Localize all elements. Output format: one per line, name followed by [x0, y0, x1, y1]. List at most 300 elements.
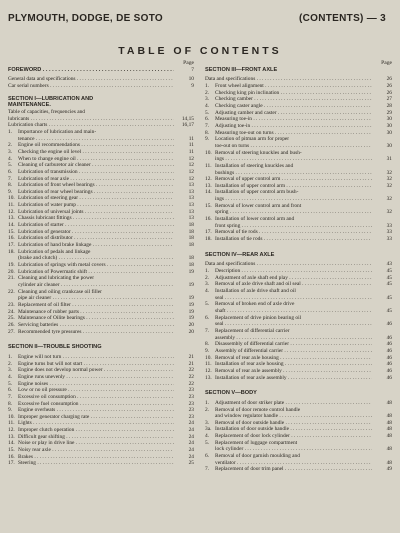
toc-entry [8, 156, 194, 163]
entry-page-number: 25 [188, 460, 194, 467]
toc-entry [205, 407, 392, 414]
toc-entry [205, 288, 392, 295]
toc-entry [205, 361, 392, 368]
left-column [8, 60, 194, 467]
toc-entry [205, 301, 392, 308]
entry-number: 7. [205, 327, 210, 334]
toc-entry-continued [205, 170, 392, 177]
entry-number: 9. [205, 136, 210, 143]
toc-entry [8, 149, 194, 156]
toc-entry-continued [205, 446, 392, 453]
entry-page-number: 45 [386, 274, 392, 281]
entry-title: Noisy rear axle . . . [18, 447, 174, 454]
toc-entry [205, 183, 392, 190]
entry-title: Excessive fuel consumption . . . [18, 401, 174, 408]
toc-entry [205, 341, 392, 348]
entry-page-number: 24 [188, 433, 194, 440]
toc-entry-continued [205, 413, 392, 420]
toc-entry [8, 367, 194, 374]
entry-title: Removal of rear axle housing . . . [215, 355, 372, 362]
entry-number: 3. [8, 148, 13, 155]
entry-page-number: 26 [386, 76, 392, 83]
toc-entry [8, 440, 194, 447]
entry-title: Removal of rear axle assembly . . . [215, 368, 372, 375]
entry-number: 2. [205, 274, 210, 281]
entry-page-number: 29 [386, 109, 392, 116]
entry-number: 2. [8, 142, 13, 149]
entry-title: Engine noises . . . [18, 381, 174, 388]
entry-number: 9. [8, 407, 13, 414]
entry-number: 14. [205, 189, 212, 196]
toc-entry [205, 440, 392, 447]
toc-entry [205, 229, 392, 236]
entry-page-number: 45 [386, 307, 392, 314]
entry-title: Disassembly of differential carrier . . . [215, 341, 372, 348]
entry-page-number: 32 [386, 196, 392, 203]
entry-page-number: 48 [386, 419, 392, 426]
entry-number: 8. [8, 400, 13, 407]
section-title: SECTION V—BODY [205, 390, 257, 397]
entry-title-continued: lubricants . . . [8, 116, 174, 123]
entry-number: 6. [205, 453, 210, 460]
entry-title: Assembly of differential carrier . . . [215, 348, 372, 355]
page-column-label: Page [381, 60, 392, 66]
toc-entry [8, 229, 194, 236]
toc-entry [8, 302, 194, 309]
entry-title-continued: and window regulator handle . . . [215, 413, 372, 420]
entry-number: 7. [8, 175, 13, 182]
entry-title: Data and specifications . . . [205, 261, 372, 268]
entry-page-number: 31 [386, 156, 392, 163]
toc-entry [205, 103, 392, 110]
entry-page-number: 12 [188, 162, 194, 169]
entry-title: Improper generator charging rate . . . [18, 414, 174, 421]
entry-title: Removal of door garnish moulding and [215, 453, 300, 460]
section-title: SECTION IV—REAR AXLE [205, 251, 275, 258]
entry-title: Lights . . . [18, 420, 174, 427]
toc-entry [205, 236, 392, 243]
entry-title: Measuring toe-out on turns . . . [215, 130, 372, 137]
toc-entry [8, 76, 194, 83]
entry-number: 10. [8, 413, 15, 420]
entry-page-number: 18 [188, 255, 194, 262]
entry-title: General data and specifications . . . [8, 76, 174, 83]
entry-page-number: 26 [386, 89, 392, 96]
entry-number: 3. [205, 281, 210, 288]
entry-number: 3. [8, 367, 13, 374]
toc-entry [8, 460, 194, 467]
toc-entry [8, 176, 194, 183]
entry-number: 3a. [205, 426, 212, 433]
toc-entry [8, 322, 194, 329]
entry-page-number: 45 [386, 281, 392, 288]
entry-page-number: 24 [188, 440, 194, 447]
entry-page-number: 20 [188, 328, 194, 335]
entry-title: Removal of axle drive shaft and oil seal . . . [215, 281, 372, 288]
toc-entry-continued [205, 295, 392, 302]
entry-number: 8. [205, 129, 210, 136]
entry-title: Cleaning and oiling crankcase oil filler [18, 288, 102, 295]
entry-page-number: 19 [188, 295, 194, 302]
entry-title: Steering . . . [18, 460, 174, 467]
entry-title-continued: front spring . . . [215, 223, 372, 230]
entry-title: Lubrication of distributor . . . [18, 235, 174, 242]
entry-title: Replacement of luggage compartment [215, 439, 298, 446]
entry-number: 10. [205, 149, 212, 156]
toc-entry [205, 150, 392, 157]
entry-number: 8. [8, 182, 13, 189]
toc-entry [8, 315, 194, 322]
entry-title: Removal of steering knuckles and bush- [215, 149, 302, 156]
entry-title: Low or no oil pressure . . . [18, 387, 174, 394]
entry-title: Installation of upper control arm . . . [215, 183, 372, 190]
toc-entry [205, 96, 392, 103]
entry-number: 16. [8, 235, 15, 242]
section-title: SECTION III—FRONT AXLE [205, 66, 278, 73]
entry-title: Removal of tie rods . . . [215, 229, 372, 236]
entry-page-number: 46 [386, 334, 392, 341]
entry-title: Replacement of door trim panel . . . [215, 466, 372, 473]
entry-number: 16. [205, 216, 212, 223]
entry-number: 6. [205, 314, 210, 321]
entry-title: Checking caster angle . . . [215, 103, 372, 110]
entry-page-number: 11 [188, 148, 194, 155]
entry-page-number: 16,17 [181, 122, 194, 129]
entry-title: Checking camber . . . [215, 96, 372, 103]
toc-entry [8, 195, 194, 202]
entry-title: Lubrication of rear wheel bearings . . . [18, 189, 174, 196]
entry-title: Installation of axle drive shaft and oil [215, 288, 296, 294]
toc-entry [8, 454, 194, 461]
entry-page-number: 33 [386, 236, 392, 243]
toc-entry [205, 110, 392, 117]
section-title-foreword: FOREWORD . . . [8, 67, 174, 74]
entry-title: Adjustment of axle shaft end play . . . [215, 275, 372, 282]
toc-entry [8, 381, 194, 388]
entry-page-number: 11 [188, 135, 194, 142]
entry-page-number: 22 [188, 373, 194, 380]
entry-number: 1. [8, 128, 13, 135]
entry-title-continued: pipe air cleaner . . . [18, 295, 174, 302]
entry-title-continued: spring . . . [215, 209, 372, 216]
toc-entry [205, 275, 392, 282]
entry-number: 12. [8, 427, 15, 434]
entry-title: Lubrication charts . . . [8, 122, 174, 129]
toc-entry [8, 414, 194, 421]
entry-number: 5. [205, 109, 210, 116]
entry-title: Description . . . [215, 268, 372, 275]
toc-entry [205, 189, 392, 196]
toc-entry [205, 400, 392, 407]
entry-page-number: 46 [386, 374, 392, 381]
entry-page-number: 24 [188, 420, 194, 427]
toc-entry [8, 222, 194, 229]
entry-page-number: 32 [386, 182, 392, 189]
entry-title: Lubrication of universal joints . . . [18, 209, 174, 216]
entry-number: 17. [205, 229, 212, 236]
entry-page-number: 48 [386, 433, 392, 440]
entry-number: 24. [8, 308, 15, 315]
toc-entry-continued [8, 136, 194, 143]
toc-entry-continued [205, 223, 392, 230]
entry-page-number: 23 [188, 387, 194, 394]
entry-page-number: 9 [191, 82, 194, 89]
entry-page-number: 48 [386, 426, 392, 433]
entry-title: Removal of lower control arm and front [215, 202, 302, 209]
entry-title-continued: ings . . . [215, 196, 372, 203]
entry-page-number: 26 [386, 82, 392, 89]
toc-entry [205, 466, 392, 473]
toc-entry [205, 368, 392, 375]
entry-title: Installation of upper control arm bush- [215, 189, 299, 196]
page-column-label: Page [183, 60, 194, 66]
toc-entry [8, 83, 194, 90]
toc-entry [8, 182, 194, 189]
toc-entry [8, 189, 194, 196]
entry-number: 1. [205, 399, 210, 406]
toc-entry-continued [205, 156, 392, 163]
entry-page-number: 32 [386, 209, 392, 216]
toc-entry [205, 328, 392, 335]
section-title: SECTION I—LUBRICATION AND [8, 95, 94, 102]
toc-entry [8, 374, 194, 381]
toc-entry [205, 348, 392, 355]
entry-number: 13. [205, 182, 212, 189]
toc-entry-continued [205, 143, 392, 150]
toc-entry [8, 235, 194, 242]
entry-number: 6. [8, 168, 13, 175]
toc-entry-continued [8, 116, 194, 123]
foreword-entry [8, 67, 194, 74]
toc-entry [205, 453, 392, 460]
toc-entry [8, 209, 194, 216]
entry-page-number: 27 [386, 96, 392, 103]
entry-title-continued: seal . . . [215, 321, 372, 328]
entry-page-number: 45 [386, 268, 392, 275]
entry-number: 13. [205, 374, 212, 381]
entry-page-number: 24 [188, 447, 194, 454]
entry-title: Lubrication of Powermatic shift . . . [18, 269, 174, 276]
spacer [205, 384, 392, 387]
entry-title: Engine turns but will not start . . . [18, 361, 174, 368]
entry-page-number: 19 [188, 308, 194, 315]
entry-page-number: 22 [188, 367, 194, 374]
toc-entry [8, 387, 194, 394]
entry-title-continued: tenance . . . [18, 136, 174, 143]
entry-page-number: 45 [386, 294, 392, 301]
entry-title-continued: cylinder air cleaner . . . [18, 282, 174, 289]
entry-number: 9. [8, 188, 13, 195]
entry-page-number: 33 [386, 222, 392, 229]
entry-page-number: 21 [188, 360, 194, 367]
toc-entry [205, 420, 392, 427]
entry-number: 12. [205, 176, 212, 183]
entry-page-number: 28 [386, 102, 392, 109]
entry-title: Excessive oil consumption . . . [18, 394, 174, 401]
toc-entry [8, 434, 194, 441]
entry-title-continued: ings . . . [215, 156, 372, 163]
toc-entry [8, 162, 194, 169]
entry-title: Noise or play in drive line . . . [18, 440, 174, 447]
entry-page-number: 30 [386, 122, 392, 129]
entry-page-number: 23 [188, 400, 194, 407]
entry-number: 15. [8, 447, 15, 454]
toc-entry-continued [205, 308, 392, 315]
entry-page-number: 32 [386, 176, 392, 183]
spacer [205, 246, 392, 249]
entry-title: Checking king pin inclination . . . [215, 90, 372, 97]
entry-title: Replacement of drive pinion bearing oil [215, 314, 302, 321]
entry-number: 5. [205, 301, 210, 308]
toc-entry-continued [205, 321, 392, 328]
toc-entry-continued [8, 295, 194, 302]
toc-entry [8, 202, 194, 209]
entry-title-continued: ventilator . . . [215, 460, 372, 467]
entry-title: When to change engine oil . . . [18, 156, 174, 163]
entry-number: 7. [205, 466, 210, 473]
entry-number: 2. [205, 89, 210, 96]
entry-number: 5. [8, 380, 13, 387]
toc-entry-continued [8, 255, 194, 262]
entry-number: 6. [8, 387, 13, 394]
entry-title: Servicing batteries . . . [18, 322, 174, 329]
toc-entry [205, 433, 392, 440]
entry-number: 23. [8, 301, 15, 308]
toc-entry [8, 262, 194, 269]
entry-page-number: 18 [188, 235, 194, 242]
toc-entry [8, 407, 194, 414]
entry-title: Installation of lower control arm and [215, 216, 295, 223]
entry-number: 11. [8, 202, 15, 209]
toc-entry-continued [8, 282, 194, 289]
toc-entry [8, 242, 194, 249]
entry-title: Installation of tie rods . . . [215, 236, 372, 243]
toc-entry-continued [205, 335, 392, 342]
spacer [8, 338, 194, 341]
entry-title: Engine will not turn . . . [18, 354, 174, 361]
entry-title: Engine runs unevenly . . . [18, 374, 174, 381]
entry-page-number: 48 [386, 446, 392, 453]
entry-title: Maintenance of Oilite bearings . . . [18, 315, 174, 322]
entry-page-number: 14,15 [181, 115, 194, 122]
entry-number: 5. [205, 439, 210, 446]
entry-page-number: 33 [386, 229, 392, 236]
entry-number: 4. [205, 288, 210, 294]
entry-page-number: 46 [386, 354, 392, 361]
entry-title-continued: bushings . . . [215, 170, 372, 177]
toc-entry [8, 122, 194, 129]
entry-number: 17. [8, 242, 15, 249]
entry-title: Maintenance of rubber parts . . . [18, 309, 174, 316]
entry-title: Cleaning and lubricating the power [18, 275, 95, 282]
entry-title-continued: (brake and clutch) . . . [18, 255, 174, 262]
entry-page-number: 30 [386, 116, 392, 123]
toc-entry [8, 249, 194, 256]
toc-entry [8, 215, 194, 222]
entry-title: Installation of rear axle assembly . . . [215, 375, 372, 382]
entry-title: Importance of lubrication and main- [18, 128, 97, 135]
toc-entry [205, 136, 392, 143]
toc-entry [205, 315, 392, 322]
entry-page-number: 19 [188, 282, 194, 288]
entry-title: Lubrication of transmission . . . [18, 169, 174, 176]
entry-title: Engine overheats . . . [18, 407, 174, 414]
entry-number: 3. [205, 419, 210, 426]
entry-page-number: 46 [386, 367, 392, 374]
entry-number: 20. [8, 268, 15, 275]
entry-page-number: 48 [386, 399, 392, 406]
entry-page-number: 20 [188, 321, 194, 328]
entry-number: 22. [8, 288, 15, 295]
entry-title: Installation of rear axle housing . . . [215, 361, 372, 368]
toc-entry [8, 420, 194, 427]
entry-number: 11. [8, 420, 15, 427]
entry-number: 1. [205, 268, 210, 275]
entry-title: Car serial numbers . . . [8, 83, 174, 90]
entry-page-number: 12 [188, 175, 194, 182]
entry-page-number: 24 [188, 453, 194, 460]
page-section-header: (CONTENTS) — 3 [299, 13, 386, 24]
entry-number: 18. [8, 248, 15, 255]
page-title: TABLE OF CONTENTS [118, 45, 282, 57]
entry-title: Recommended tyre pressures . . . [18, 329, 174, 336]
entry-number: 4. [205, 102, 210, 109]
toc-entry [8, 169, 194, 176]
entry-title: Removal of upper control arm . . . [215, 176, 372, 183]
entry-page-number: 24 [188, 427, 194, 434]
entry-title: Checking the engine oil level . . . [18, 149, 174, 156]
spacer [8, 90, 194, 93]
entry-page-number: 48 [386, 459, 392, 466]
running-header: PLYMOUTH, DODGE, DE SOTO [8, 13, 163, 24]
entry-page-number: 23 [188, 413, 194, 420]
entry-page-number: 12 [188, 155, 194, 162]
entry-title: Installation of steering knuckles and [215, 162, 294, 169]
entry-number: 21. [8, 275, 15, 282]
entry-title-continued: assembly . . . [215, 335, 372, 342]
entry-page-number: 32 [386, 169, 392, 176]
entry-page-number: 11 [188, 142, 194, 149]
toc-entry [205, 216, 392, 223]
entry-page-number: 13 [188, 182, 194, 189]
entry-title: Lubrication of starter . . . [18, 222, 174, 229]
toc-entry [205, 281, 392, 288]
entry-title-continued: seal . . . [215, 295, 372, 302]
entry-page-number: 12 [188, 168, 194, 175]
toc-entry [8, 427, 194, 434]
entry-number: 26. [8, 321, 15, 328]
entry-number: 14. [8, 222, 15, 229]
toc-entry [205, 176, 392, 183]
entry-number: 6. [205, 116, 210, 123]
entry-number: 7. [8, 393, 13, 400]
toc-entry [8, 289, 194, 296]
entry-page-number: 23 [188, 393, 194, 400]
entry-number: 19. [8, 262, 15, 269]
entry-title: Chassis lubricant fittings . . . [18, 215, 174, 222]
entry-number: 4. [205, 433, 210, 440]
toc-entry-continued [205, 460, 392, 467]
entry-page-number: 46 [386, 321, 392, 328]
entry-page-number: 48 [386, 413, 392, 420]
entry-number: 9. [205, 347, 210, 354]
entry-page-number: 19 [188, 268, 194, 275]
entry-page-number: 18 [188, 222, 194, 229]
entry-title: Front wheel alignment . . . [215, 83, 372, 90]
entry-number: 14. [8, 440, 15, 447]
entry-title: Data and specifications . . . [205, 76, 372, 83]
entry-number: 13. [8, 215, 15, 222]
